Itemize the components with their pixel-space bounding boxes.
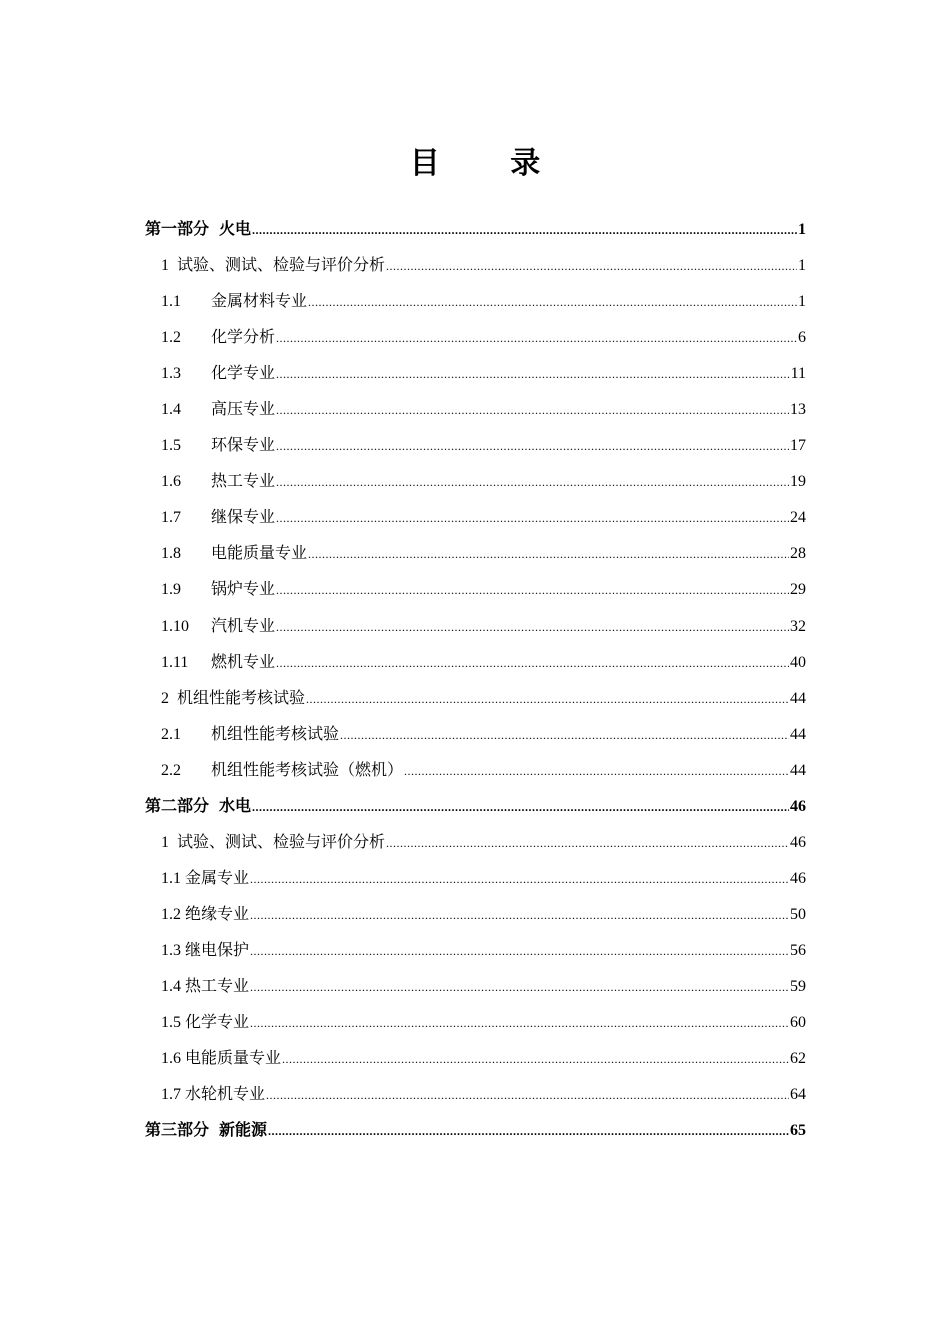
toc-entry-number: 1.6 (161, 1050, 181, 1068)
toc-entry-page-number: 62 (790, 1050, 806, 1068)
toc-entry-title: 水电 (219, 797, 252, 815)
dot-leader (386, 256, 797, 276)
toc-entry-number: 1.8 (161, 545, 181, 563)
toc-entry-page-number: 1 (798, 221, 806, 239)
toc-entry-page-number: 46 (790, 797, 806, 815)
toc-entry-title: 水轮机专业 (185, 1086, 266, 1104)
dot-leader (386, 833, 789, 853)
toc-entry[interactable] (0, 609, 806, 645)
dot-leader (276, 400, 789, 420)
toc-entry-title: 热工专业 (185, 978, 250, 995)
toc-entry-title: 金属材料专业 (211, 293, 308, 311)
toc-entry-number: 1.3 (161, 941, 181, 959)
toc-entry-number: 1.9 (161, 581, 181, 599)
toc-entry-number: 1.4 (161, 401, 181, 419)
toc-entry-number: 1.2 (161, 905, 181, 923)
toc-entry[interactable] (0, 1113, 806, 1149)
toc-entry-title: 新能源 (219, 1122, 268, 1140)
toc-entry[interactable] (0, 861, 806, 897)
toc-entry-number: 1.4 (161, 978, 181, 995)
dot-leader (250, 1013, 789, 1033)
toc-entry-number: 1 (161, 257, 169, 275)
toc-entry-number: 1 (161, 833, 169, 851)
toc-entry-title: 燃机专业 (211, 653, 276, 671)
toc-entry[interactable] (0, 825, 806, 861)
toc-entry-title: 继电保护 (185, 941, 250, 959)
toc-entry-page-number: 56 (790, 941, 806, 959)
dot-leader (276, 364, 790, 384)
toc-entry-page-number: 44 (790, 725, 806, 743)
toc-entry-page-number: 59 (790, 978, 806, 995)
toc-entry[interactable] (0, 284, 806, 320)
dot-leader (308, 544, 789, 564)
dot-leader (340, 725, 789, 745)
dot-leader (252, 797, 789, 817)
table-of-contents (0, 212, 950, 1149)
toc-entry-title: 机组性能考核试验（燃机） (211, 761, 404, 779)
toc-entry[interactable] (0, 536, 806, 572)
toc-entry-title: 火电 (219, 221, 252, 239)
toc-entry-page-number: 24 (790, 509, 806, 527)
dot-leader (308, 292, 797, 312)
toc-entry-number: 第三部分 (145, 1122, 210, 1140)
toc-entry-title: 热工专业 (211, 473, 276, 491)
toc-entry[interactable] (0, 500, 806, 536)
toc-entry-title: 试验、测试、检验与评价分析 (177, 257, 386, 275)
toc-entry[interactable] (0, 717, 806, 753)
toc-entry[interactable] (0, 572, 806, 608)
toc-entry-number: 1.3 (161, 365, 181, 383)
toc-entry-title: 化学分析 (211, 329, 276, 347)
dot-leader (276, 617, 789, 637)
toc-entry[interactable] (0, 969, 806, 1005)
toc-entry[interactable] (0, 753, 806, 789)
toc-entry-number: 1.1 (161, 869, 181, 887)
toc-entry-number: 第一部分 (145, 221, 210, 239)
toc-entry-page-number: 50 (790, 905, 806, 923)
toc-entry[interactable] (0, 392, 806, 428)
toc-entry-page-number: 40 (790, 653, 806, 671)
toc-entry-page-number: 6 (798, 329, 806, 347)
toc-entry-page-number: 1 (798, 257, 806, 275)
toc-entry-number: 1.5 (161, 1014, 181, 1032)
toc-entry-number: 第二部分 (145, 797, 210, 815)
toc-entry-page-number: 60 (790, 1014, 806, 1032)
toc-entry-title: 电能质量专业 (185, 1050, 282, 1068)
toc-entry-page-number: 1 (798, 293, 806, 311)
toc-entry-title: 金属专业 (185, 869, 250, 887)
toc-entry-page-number: 46 (790, 869, 806, 887)
dot-leader (276, 653, 789, 673)
toc-entry-page-number: 17 (790, 437, 806, 455)
toc-entry-page-number: 19 (790, 473, 806, 491)
toc-entry-number: 1.7 (161, 509, 181, 527)
toc-entry[interactable] (0, 681, 806, 717)
dot-leader (276, 328, 797, 348)
toc-entry-title: 化学专业 (185, 1014, 250, 1032)
toc-entry-title: 机组性能考核试验 (177, 689, 306, 707)
toc-entry-title: 环保专业 (211, 437, 276, 455)
dot-leader (268, 1121, 789, 1141)
toc-entry-page-number: 44 (790, 689, 806, 707)
toc-entry[interactable] (0, 1005, 806, 1041)
dot-leader (404, 761, 789, 781)
toc-entry-title: 绝缘专业 (185, 905, 250, 923)
toc-entry-title: 锅炉专业 (211, 581, 276, 599)
toc-entry-page-number: 11 (790, 365, 806, 383)
toc-entry-page-number: 28 (790, 545, 806, 563)
toc-entry[interactable] (0, 320, 806, 356)
toc-entry-page-number: 64 (790, 1086, 806, 1104)
toc-entry[interactable] (0, 428, 806, 464)
toc-entry-number: 1.2 (161, 329, 181, 347)
toc-entry-number: 2 (161, 689, 169, 707)
toc-entry-title: 高压专业 (211, 401, 276, 419)
toc-entry-page-number: 44 (790, 761, 806, 779)
toc-entry-title: 机组性能考核试验 (211, 725, 340, 743)
toc-entry-title: 继保专业 (211, 509, 276, 527)
toc-entry[interactable] (0, 464, 806, 500)
toc-entry-number: 1.11 (161, 653, 189, 671)
dot-leader (282, 1049, 789, 1069)
toc-entry-title: 电能质量专业 (211, 545, 308, 563)
dot-leader (276, 508, 789, 528)
toc-entry[interactable] (0, 212, 806, 248)
toc-entry-number: 1.5 (161, 437, 181, 455)
dot-leader (276, 580, 789, 600)
page-title: 目 录 (409, 146, 571, 181)
dot-leader (306, 689, 789, 709)
dot-leader (252, 220, 797, 240)
toc-entry-page-number: 46 (790, 833, 806, 851)
toc-entry-number: 1.7 (161, 1086, 181, 1104)
toc-entry[interactable] (0, 1041, 806, 1077)
dot-leader (276, 472, 789, 492)
toc-entry-number: 2.1 (161, 725, 181, 743)
toc-entry-title: 化学专业 (211, 365, 276, 383)
toc-entry[interactable] (0, 1077, 806, 1113)
toc-entry[interactable] (0, 356, 806, 392)
toc-entry-number: 1.1 (161, 293, 181, 311)
dot-leader (250, 941, 789, 961)
toc-entry-title: 汽机专业 (211, 617, 276, 635)
toc-entry-page-number: 29 (790, 581, 806, 599)
toc-entry[interactable] (0, 897, 806, 933)
toc-entry-page-number: 65 (790, 1122, 806, 1140)
toc-entry[interactable] (0, 789, 806, 825)
toc-entry-number: 1.10 (161, 617, 189, 635)
toc-entry[interactable] (0, 933, 806, 969)
toc-entry-number: 1.6 (161, 473, 181, 491)
toc-entry-page-number: 13 (790, 401, 806, 419)
dot-leader (250, 905, 789, 925)
toc-entry[interactable] (0, 645, 806, 681)
toc-entry-number: 2.2 (161, 761, 181, 779)
dot-leader (250, 869, 789, 889)
dot-leader (276, 436, 789, 456)
dot-leader (266, 1085, 789, 1105)
dot-leader (250, 977, 789, 997)
toc-entry[interactable] (0, 248, 806, 284)
toc-entry-title: 试验、测试、检验与评价分析 (177, 833, 386, 851)
toc-entry-page-number: 32 (790, 617, 806, 635)
